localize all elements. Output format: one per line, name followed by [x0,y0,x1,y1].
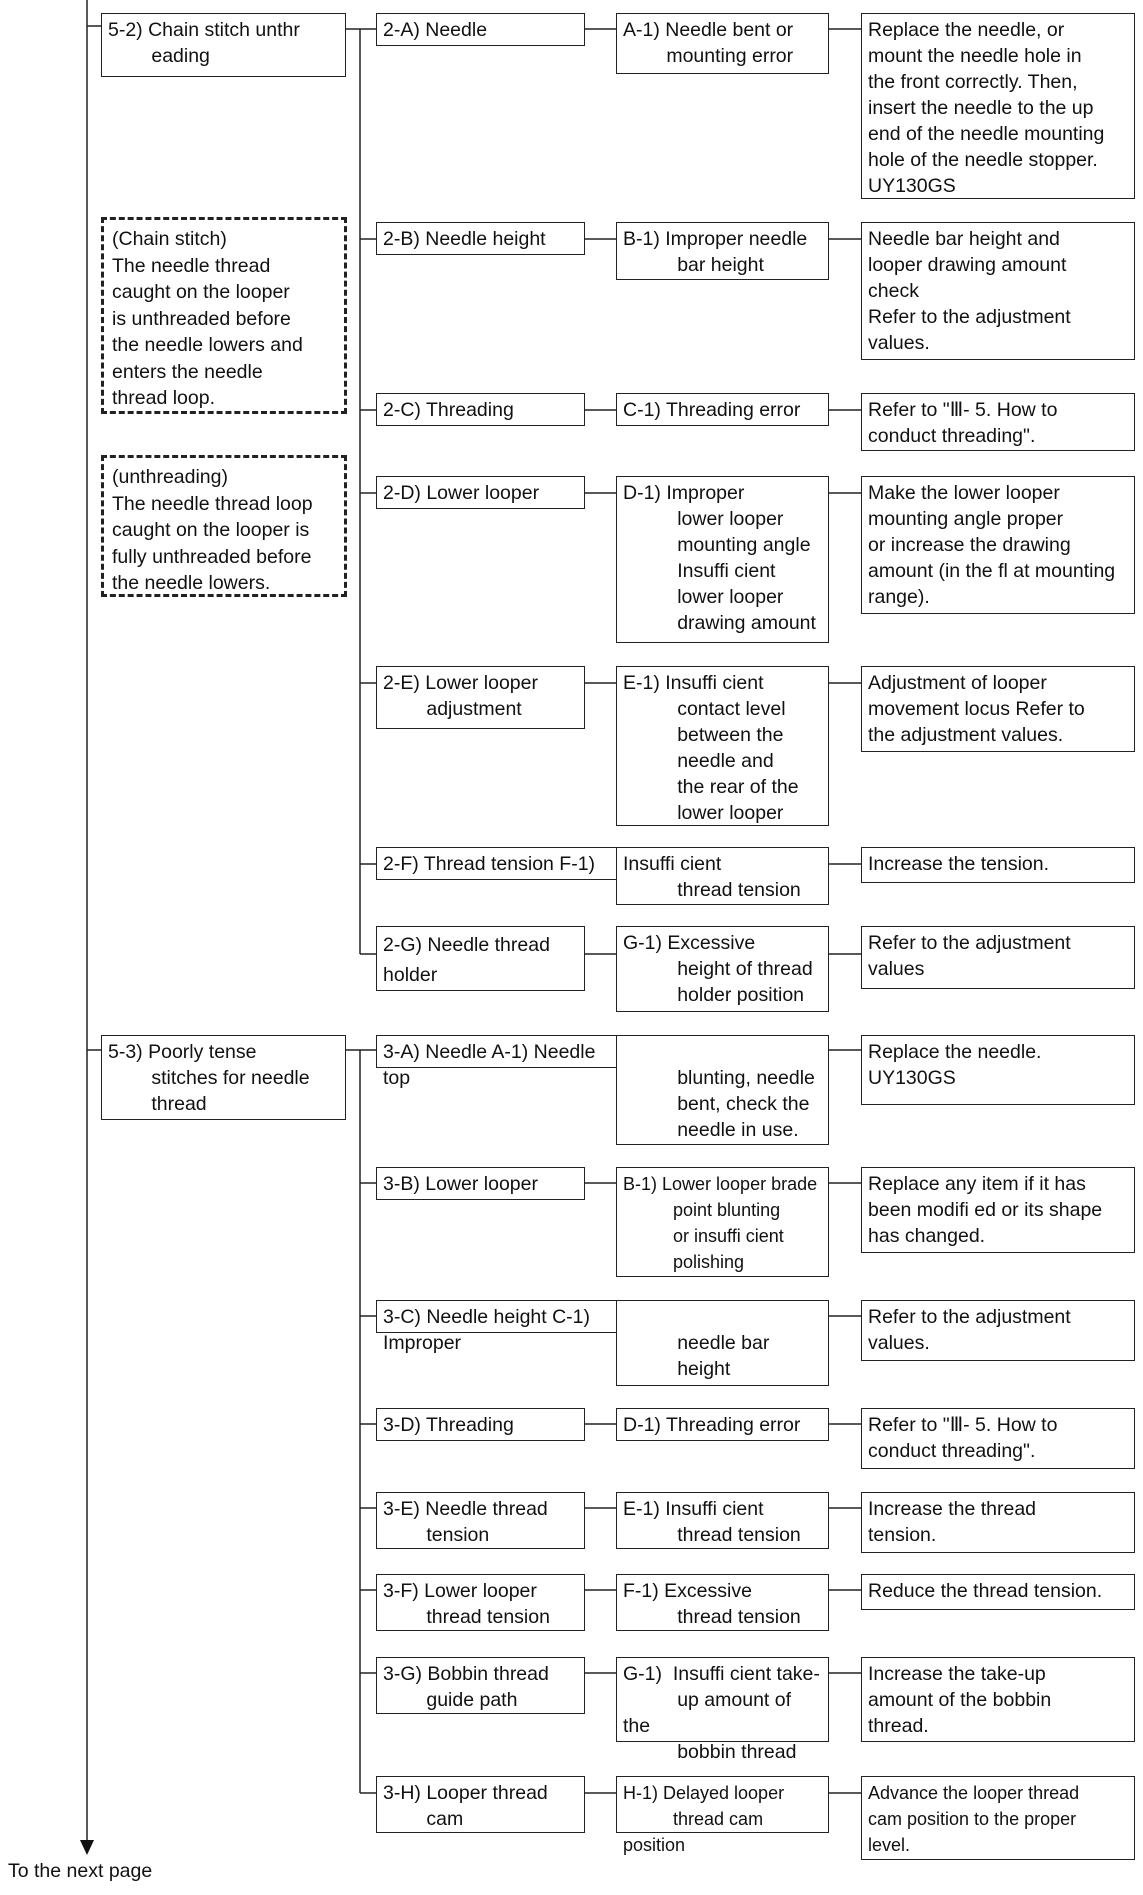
check-D-1-threading: D-1) Threading error [616,1408,829,1441]
check-A-1-needle-top: blunting, needle bent, check the needle in use. [616,1035,829,1145]
cause-2-A: 2-A) Needle [376,13,585,46]
remedy-2-E: Adjustment of looper movement locus Refer to the adjustment values. [861,666,1135,752]
cause-3-D: 3-D) Threading [376,1408,585,1441]
note-chain-stitch: (Chain stitch) The needle thread caught on the looper is unthreaded before the needle lowers and enters the needle thread loop. [101,217,347,414]
check-D-1: D-1) Improper lower looper mounting angle Insuffi cient lower looper drawing amount [616,476,829,643]
remedy-3-G: Increase the take-up amount of the bobbin thread. [861,1657,1135,1742]
remedy-2-F: Increase the tension. [861,847,1135,883]
check-F-1: Insuffi cient thread tension [616,847,829,905]
remedy-3-C: Refer to the adjustment values. [861,1300,1135,1361]
check-E-1-tension: E-1) Insuffi cient thread tension [616,1492,829,1549]
section-5-2-box: 5-2) Chain stitch unthr eading [101,13,346,77]
footer-next-page: To the next page [8,1860,153,1882]
check-F-1-excessive: F-1) Excessive thread tension [616,1574,829,1631]
remedy-3-H: Advance the looper thread cam position to the proper level. [861,1776,1135,1860]
remedy-3-A: Replace the needle. UY130GS [861,1035,1135,1105]
remedy-2-C: Refer to "Ⅲ- 5. How to conduct threading". [861,393,1135,451]
remedy-3-D: Refer to "Ⅲ- 5. How to conduct threading". [861,1408,1135,1469]
check-E-1: E-1) Insuffi cient contact level between the needle and the rear of the lower looper [616,666,829,826]
cause-3-E: 3-E) Needle thread tension [376,1492,585,1549]
check-G-1: G-1) Excessive height of thread holder position [616,926,829,1012]
check-C-1: C-1) Threading error [616,393,829,426]
cause-2-F: 2-F) Thread tension F-1) [376,847,616,880]
cause-3-B: 3-B) Lower looper [376,1167,585,1200]
cause-2-G: 2-G) Needle thread holder [376,926,585,991]
remedy-2-G: Refer to the adjustment values [861,926,1135,989]
check-H-1-cam: H-1) Delayed looper thread cam position [616,1776,829,1833]
cause-3-C: 3-C) Needle height C-1) Improper [376,1300,616,1333]
cause-3-F: 3-F) Lower looper thread tension [376,1574,585,1631]
cause-2-E: 2-E) Lower looper adjustment [376,666,585,729]
check-A-1: A-1) Needle bent or mounting error [616,13,829,74]
remedy-2-A: Replace the needle, or mount the needle hole in the front correctly. Then, insert the needle to the up end of the needle mounting hole of the needle stopper. UY130GS [861,13,1135,199]
note-unthreading: (unthreading) The needle thread loop caught on the looper is fully unthreaded before the needle lowers. [101,455,347,597]
cause-3-A: 3-A) Needle A-1) Needle top [376,1035,616,1068]
remedy-3-F: Reduce the thread tension. [861,1574,1135,1610]
down-arrow-icon [80,1840,94,1855]
remedy-2-D: Make the lower looper mounting angle proper or increase the drawing amount (in the fl at mounting range). [861,476,1135,614]
check-G-1-take-up: G-1) Insuffi cient take- up amount of the bobbin thread [616,1657,829,1742]
cause-3-H: 3-H) Looper thread cam [376,1776,585,1833]
remedy-3-E: Increase the thread tension. [861,1492,1135,1553]
check-C-1-improper: needle bar height [616,1300,829,1386]
section-5-3-box: 5-3) Poorly tense stitches for needle thread [101,1035,346,1120]
cause-2-C: 2-C) Threading [376,393,585,426]
cause-3-G: 3-G) Bobbin thread guide path [376,1657,585,1714]
cause-2-D: 2-D) Lower looper [376,476,585,509]
remedy-3-B: Replace any item if it has been modifi ed or its shape has changed. [861,1167,1135,1253]
check-B-1-brade: B-1) Lower looper brade point blunting or insuffi cient polishing [616,1167,829,1277]
check-B-1: B-1) Improper needle bar height [616,222,829,280]
remedy-2-B: Needle bar height and looper drawing amount check Refer to the adjustment values. [861,222,1135,360]
cause-2-B: 2-B) Needle height [376,222,585,255]
